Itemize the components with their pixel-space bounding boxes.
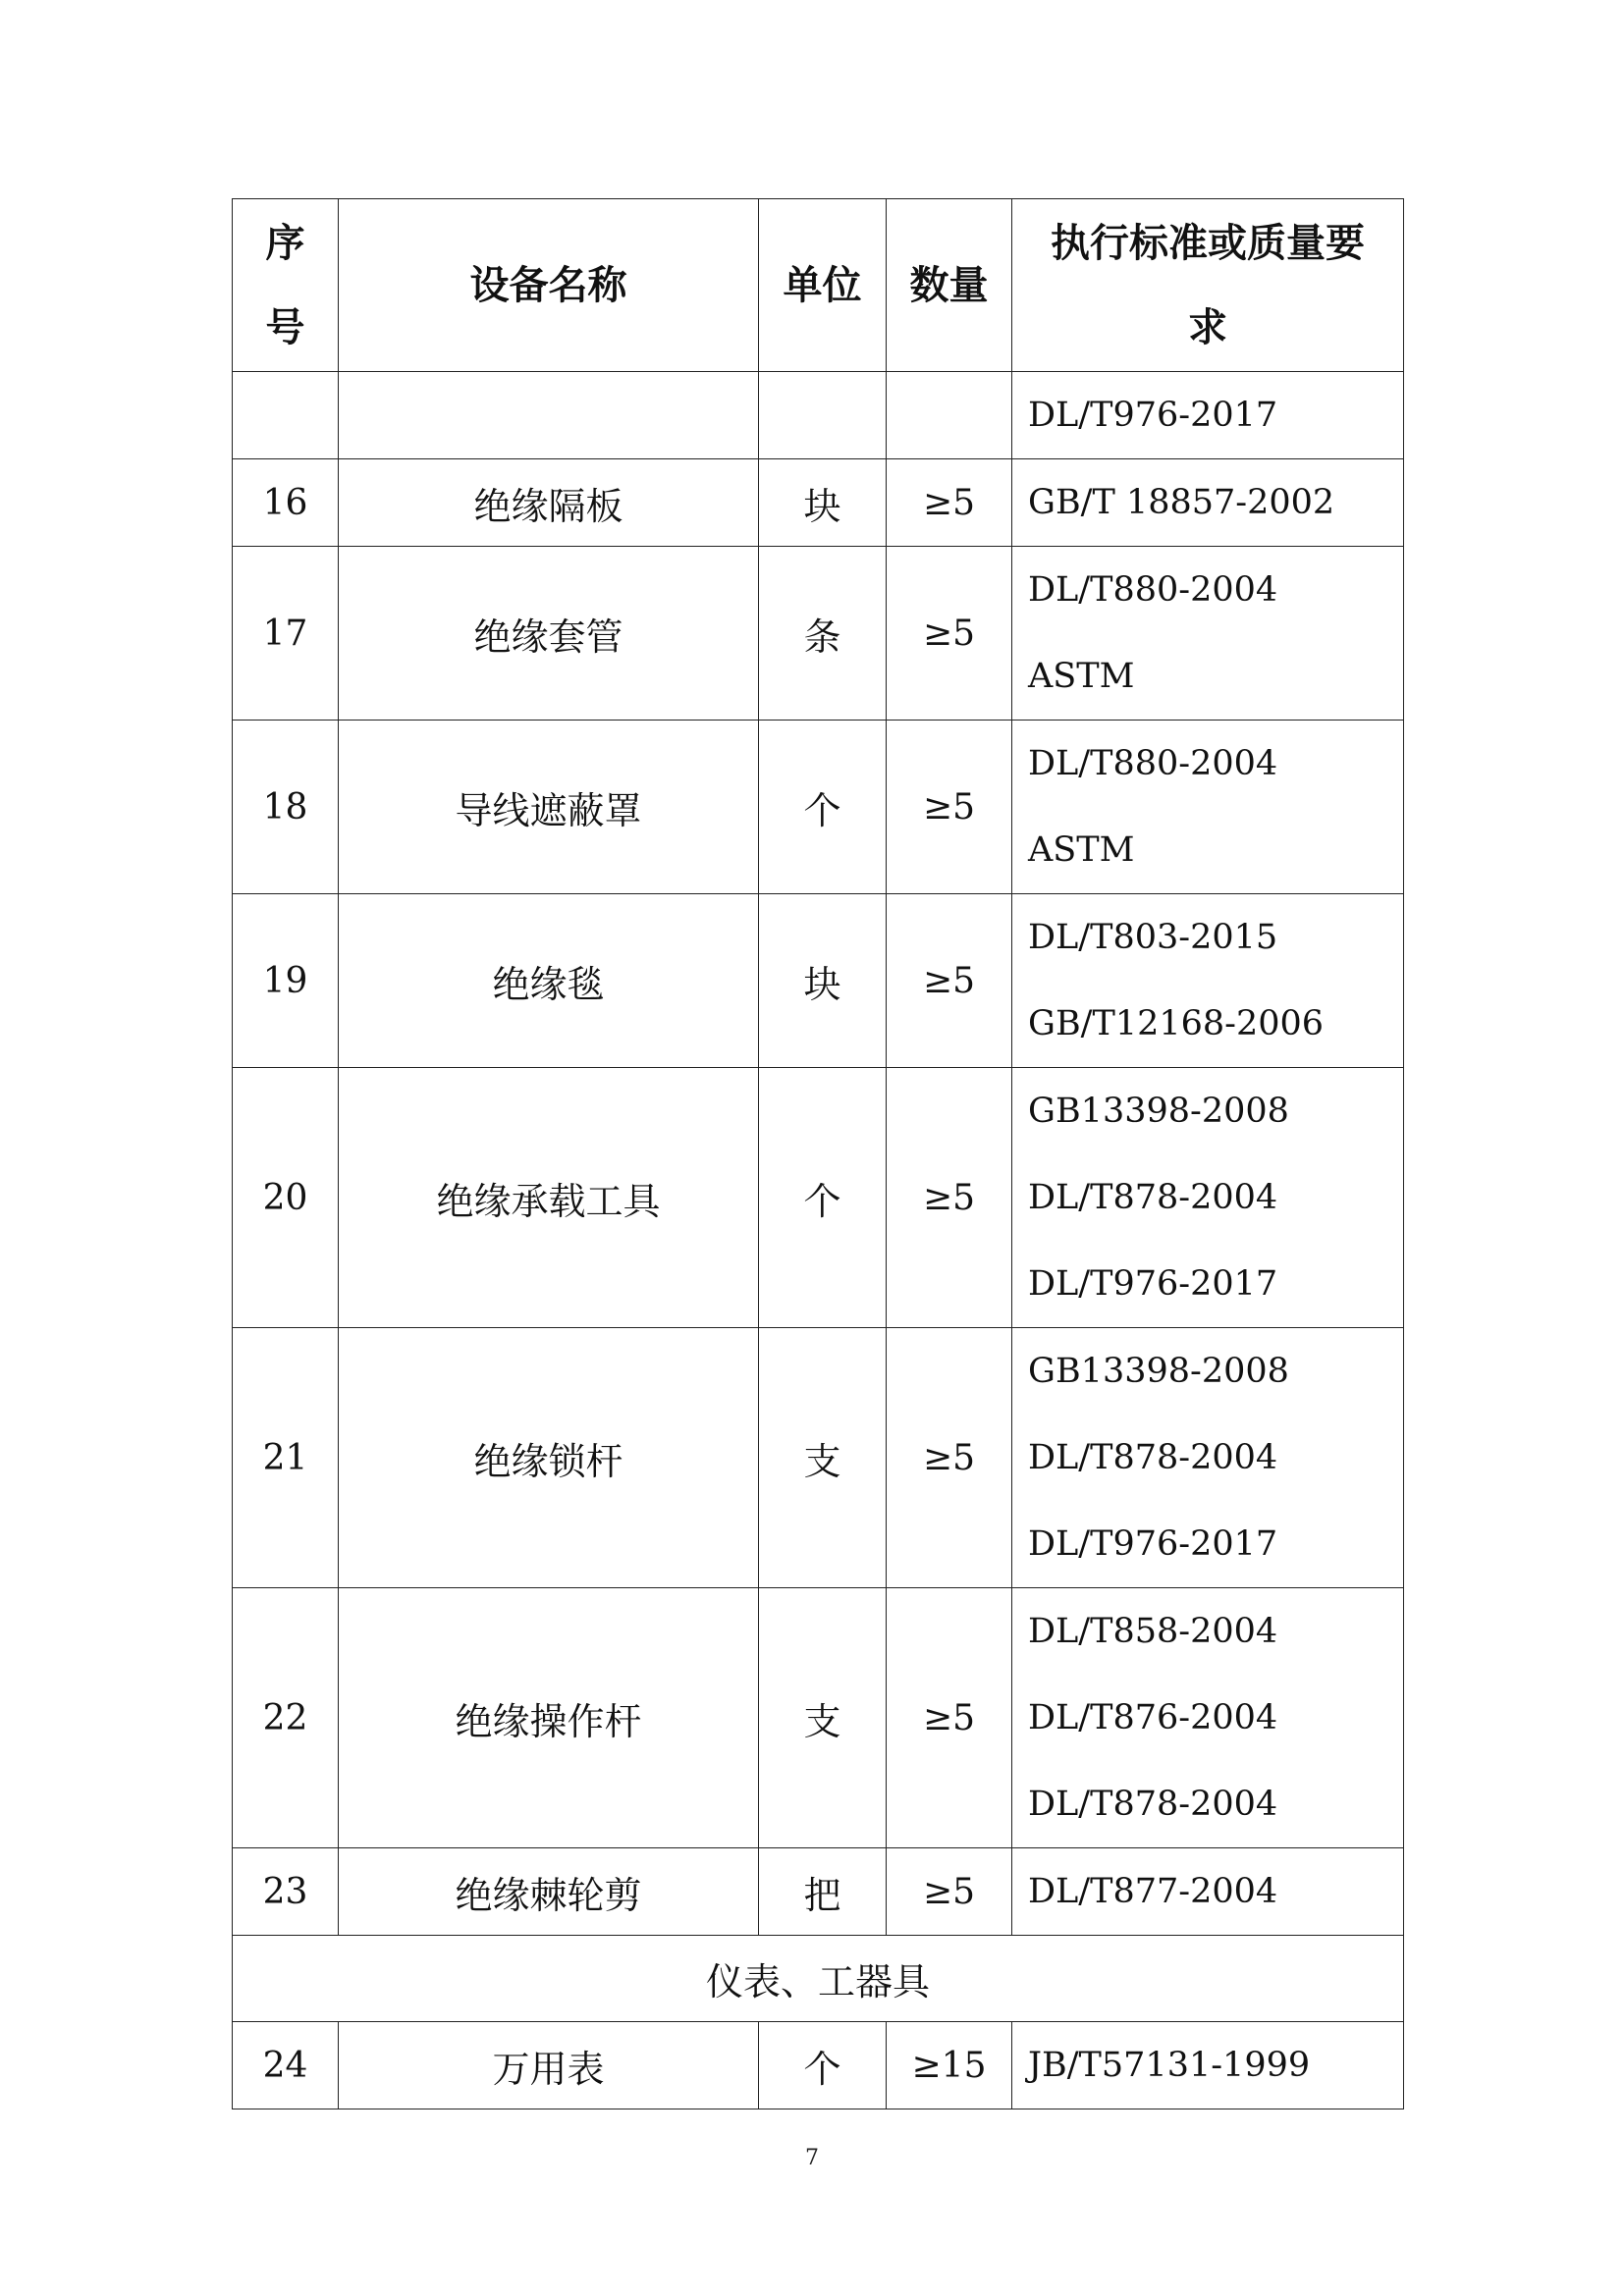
- standard-code: DL/T976-2017: [1028, 1524, 1278, 1564]
- standard-code: GB13398-2008: [1028, 1092, 1289, 1131]
- cell-standard: [1012, 2022, 1404, 2109]
- standard-code: DL/T976-2017: [1028, 1264, 1278, 1304]
- cell-equipment-name: 绝缘操作杆: [339, 1588, 759, 1848]
- standard-code: DL/T878-2004: [1028, 1178, 1278, 1217]
- table-row: [233, 894, 1404, 1068]
- header-serial-number-text: 序号: [265, 220, 305, 350]
- cell-equipment-name: 绝缘套管: [339, 547, 759, 721]
- standard-code: DL/T880-2004: [1028, 744, 1278, 783]
- standard-code: DL/T878-2004: [1028, 1438, 1278, 1477]
- cell-standard: [1012, 1328, 1404, 1588]
- standard-code: DL/T858-2004: [1028, 1612, 1278, 1651]
- cell-equipment-name: 绝缘棘轮剪: [339, 1848, 759, 1936]
- cell-equipment-name: 万用表: [339, 2022, 759, 2109]
- section-title: 仪表、工器具: [233, 1936, 1404, 2022]
- cell-serial-number: 19: [233, 894, 339, 1068]
- cell-standard: [1012, 459, 1404, 547]
- cell-quantity: ≥5: [887, 1848, 1012, 1936]
- standard-code: ASTM: [1028, 657, 1135, 696]
- cell-quantity: ≥5: [887, 459, 1012, 547]
- standard-code: DL/T878-2004: [1028, 1785, 1278, 1824]
- cell-unit: 支: [759, 1588, 887, 1848]
- cell-standard: [1012, 1848, 1404, 1936]
- table-row: [233, 459, 1404, 547]
- table-row: [233, 372, 1404, 459]
- cell-standard: [1012, 721, 1404, 894]
- table-row: [233, 2022, 1404, 2109]
- cell-standard: [1012, 894, 1404, 1068]
- cell-serial-number: [233, 372, 339, 459]
- cell-serial-number: 22: [233, 1588, 339, 1848]
- standard-code: GB/T12168-2006: [1028, 1004, 1325, 1043]
- table-row: [233, 547, 1404, 721]
- header-equipment-name: 设备名称: [339, 199, 759, 372]
- cell-unit: 条: [759, 547, 887, 721]
- cell-unit: 把: [759, 1848, 887, 1936]
- standard-code: DL/T803-2015: [1028, 918, 1278, 957]
- standard-code: JB/T57131-1999: [1028, 2046, 1311, 2085]
- cell-quantity: ≥5: [887, 1068, 1012, 1328]
- standard-code: GB13398-2008: [1028, 1352, 1289, 1391]
- cell-serial-number: 16: [233, 459, 339, 547]
- cell-unit: 个: [759, 721, 887, 894]
- cell-quantity: ≥5: [887, 1588, 1012, 1848]
- standard-code: DL/T880-2004: [1028, 570, 1278, 610]
- cell-serial-number: 17: [233, 547, 339, 721]
- cell-standard: [1012, 547, 1404, 721]
- cell-equipment-name: 导线遮蔽罩: [339, 721, 759, 894]
- cell-unit: 支: [759, 1328, 887, 1588]
- table-row: [233, 721, 1404, 894]
- cell-unit: 个: [759, 1068, 887, 1328]
- cell-equipment-name: 绝缘锁杆: [339, 1328, 759, 1588]
- cell-equipment-name: 绝缘隔板: [339, 459, 759, 547]
- cell-equipment-name: 绝缘毯: [339, 894, 759, 1068]
- cell-serial-number: 20: [233, 1068, 339, 1328]
- cell-serial-number: 23: [233, 1848, 339, 1936]
- header-serial-number: [233, 199, 339, 372]
- cell-standard: [1012, 1068, 1404, 1328]
- standard-code: DL/T976-2017: [1028, 396, 1278, 435]
- header-standard-line1: 执行标准或质量要: [1051, 220, 1365, 266]
- header-standard: [1012, 199, 1404, 372]
- cell-standard: [1012, 1588, 1404, 1848]
- cell-quantity: ≥5: [887, 1328, 1012, 1588]
- cell-unit: 块: [759, 459, 887, 547]
- standard-code: ASTM: [1028, 830, 1135, 870]
- cell-unit: 个: [759, 2022, 887, 2109]
- header-standard-line2: 求: [1188, 304, 1227, 350]
- header-quantity: 数量: [887, 199, 1012, 372]
- section-row: [233, 1936, 1404, 2022]
- cell-quantity: ≥15: [887, 2022, 1012, 2109]
- cell-quantity: ≥5: [887, 894, 1012, 1068]
- standard-code: DL/T877-2004: [1028, 1872, 1278, 1911]
- equipment-table: [232, 198, 1404, 2109]
- cell-serial-number: 21: [233, 1328, 339, 1588]
- cell-quantity: ≥5: [887, 721, 1012, 894]
- table-row: [233, 1328, 1404, 1588]
- cell-quantity: [887, 372, 1012, 459]
- cell-standard: [1012, 372, 1404, 459]
- table-row: [233, 1588, 1404, 1848]
- table-header-row: [233, 199, 1404, 372]
- cell-unit: [759, 372, 887, 459]
- standard-code: GB/T 18857-2002: [1028, 483, 1335, 522]
- cell-equipment-name: [339, 372, 759, 459]
- cell-equipment-name: 绝缘承载工具: [339, 1068, 759, 1328]
- header-unit: 单位: [759, 199, 887, 372]
- cell-unit: 块: [759, 894, 887, 1068]
- page-number: 7: [805, 2146, 819, 2170]
- cell-serial-number: 18: [233, 721, 339, 894]
- cell-quantity: ≥5: [887, 547, 1012, 721]
- table-row: [233, 1848, 1404, 1936]
- cell-serial-number: 24: [233, 2022, 339, 2109]
- table-row: [233, 1068, 1404, 1328]
- standard-code: DL/T876-2004: [1028, 1698, 1278, 1737]
